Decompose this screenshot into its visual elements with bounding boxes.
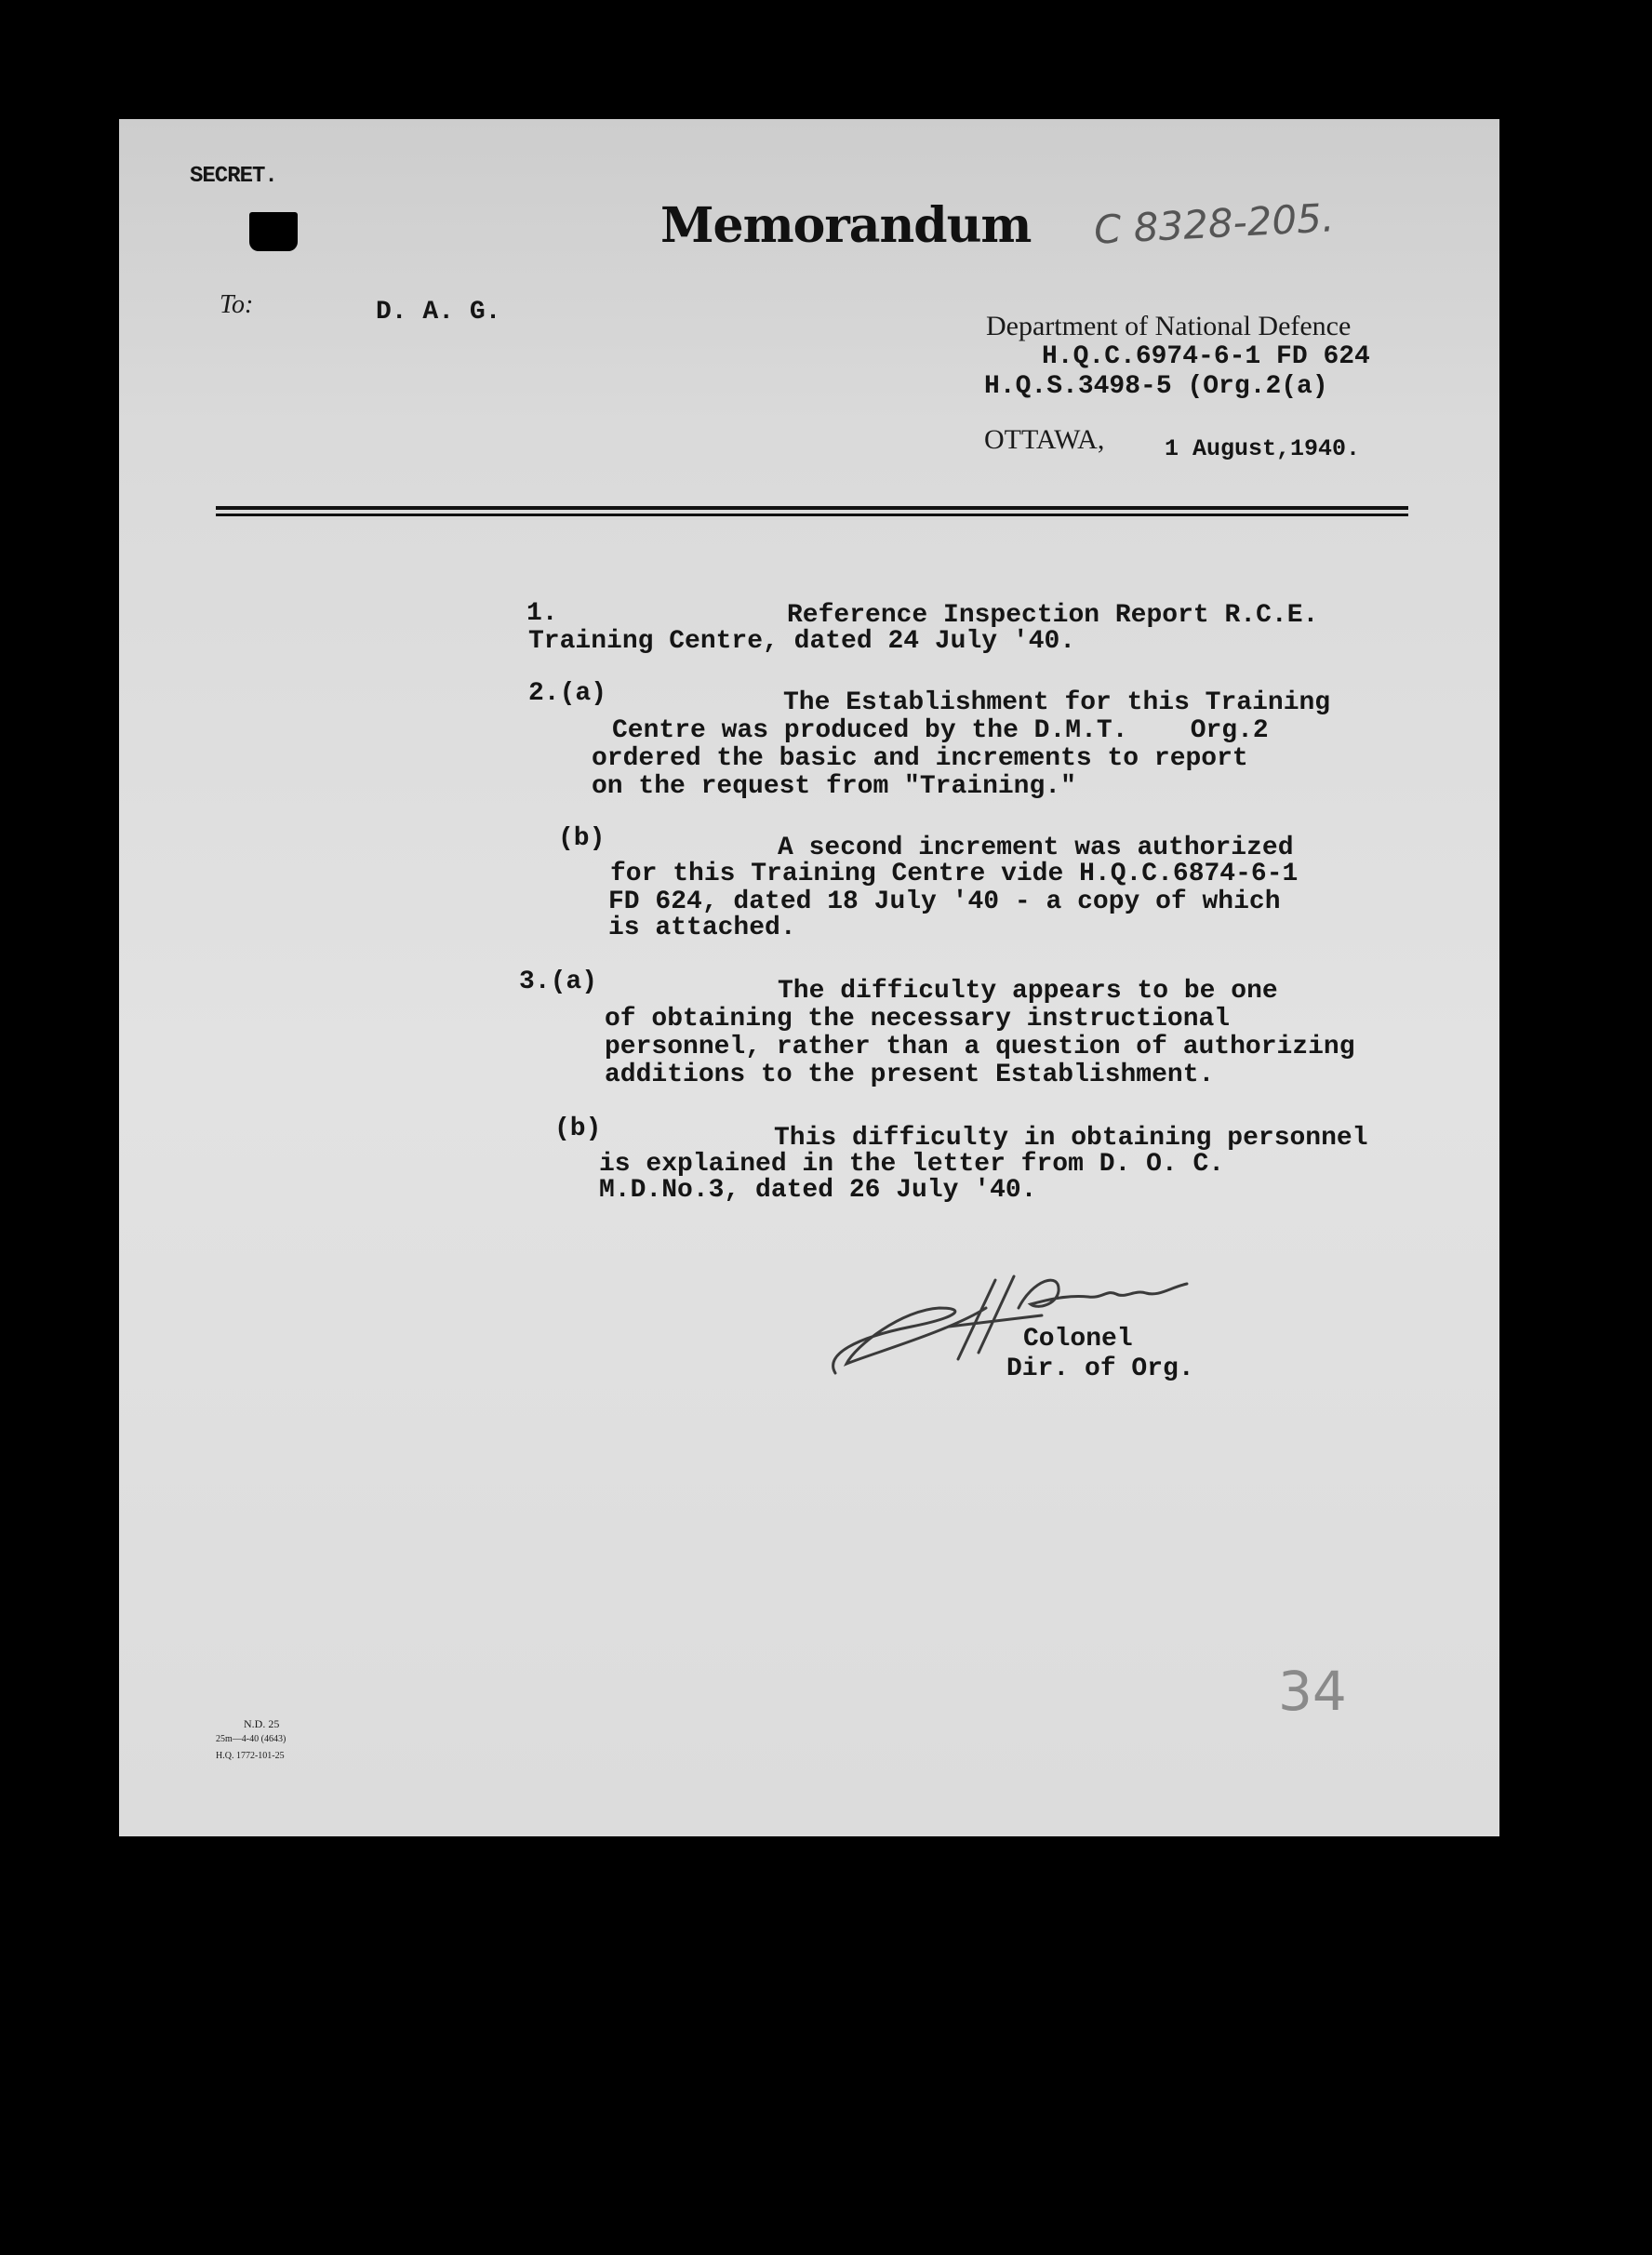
paragraph-1-number: 1.: [526, 599, 558, 628]
paragraph-3b-number: (b): [554, 1114, 602, 1143]
form-number: N.D. 25: [244, 1717, 280, 1730]
addressee-value: D. A. G.: [376, 298, 501, 327]
paragraph-2b-line: FD 624, dated 18 July '40 - a copy of which: [608, 887, 1281, 916]
paragraph-1-line: Reference Inspection Report R.C.E.: [787, 601, 1319, 630]
paragraph-3a-line: The difficulty appears to be one: [778, 977, 1278, 1006]
file-reference-1: H.Q.C.6974-6-1 FD 624: [1042, 342, 1370, 371]
paragraph-2b-line: A second increment was authorized: [778, 834, 1294, 862]
handwritten-file-number: C 8328-205.: [1092, 194, 1336, 253]
paragraph-3b-line: M.D.No.3, dated 26 July '40.: [599, 1176, 1037, 1205]
header-rule-bottom: [216, 514, 1408, 516]
handwritten-page-number: 34: [1278, 1660, 1347, 1723]
header-rule-top: [216, 506, 1408, 510]
redaction-mark: [249, 212, 298, 251]
date: 1 August,1940.: [1165, 435, 1361, 462]
paragraph-3a-line: personnel, rather than a question of authorizing: [605, 1033, 1355, 1061]
paragraph-2a-line: Centre was produced by the D.M.T. Org.2: [612, 716, 1269, 745]
place: OTTAWA,: [984, 424, 1105, 455]
form-print-run: 25m—4-40 (4643): [216, 1734, 286, 1744]
paragraph-2a-line: The Establishment for this Training: [783, 688, 1331, 717]
paragraph-2b-number: (b): [558, 824, 606, 853]
paragraph-2a-line: on the request from "Training.": [592, 772, 1076, 801]
paragraph-3b-line: is explained in the letter from D. O. C.: [599, 1150, 1225, 1179]
paragraph-3b-line: This difficulty in obtaining personnel: [774, 1124, 1368, 1153]
signatory-rank: Colonel: [1023, 1325, 1133, 1354]
paragraph-3a-number: 3.(a): [519, 967, 598, 996]
signatory-title: Dir. of Org.: [1006, 1354, 1194, 1383]
paragraph-2b-line: is attached.: [608, 914, 796, 942]
department-name: Department of National Defence: [986, 311, 1352, 341]
form-hq-reference: H.Q. 1772-101-25: [216, 1751, 285, 1761]
paragraph-2a-line: ordered the basic and increments to report: [592, 744, 1248, 773]
file-reference-2: H.Q.S.3498-5 (Org.2(a): [984, 372, 1328, 401]
to-label: To:: [220, 290, 254, 319]
paragraph-2b-line: for this Training Centre vide H.Q.C.6874-6-1: [610, 860, 1299, 888]
paragraph-1-line: Training Centre, dated 24 July '40.: [528, 627, 1076, 656]
paragraph-3a-line: of obtaining the necessary instructional: [605, 1005, 1231, 1034]
memorandum-title: Memorandum: [660, 197, 1032, 254]
paragraph-2a-number: 2.(a): [528, 679, 607, 708]
classification-stamp: SECRET.: [190, 164, 277, 189]
paragraph-3a-line: additions to the present Establishment.: [605, 1061, 1215, 1089]
